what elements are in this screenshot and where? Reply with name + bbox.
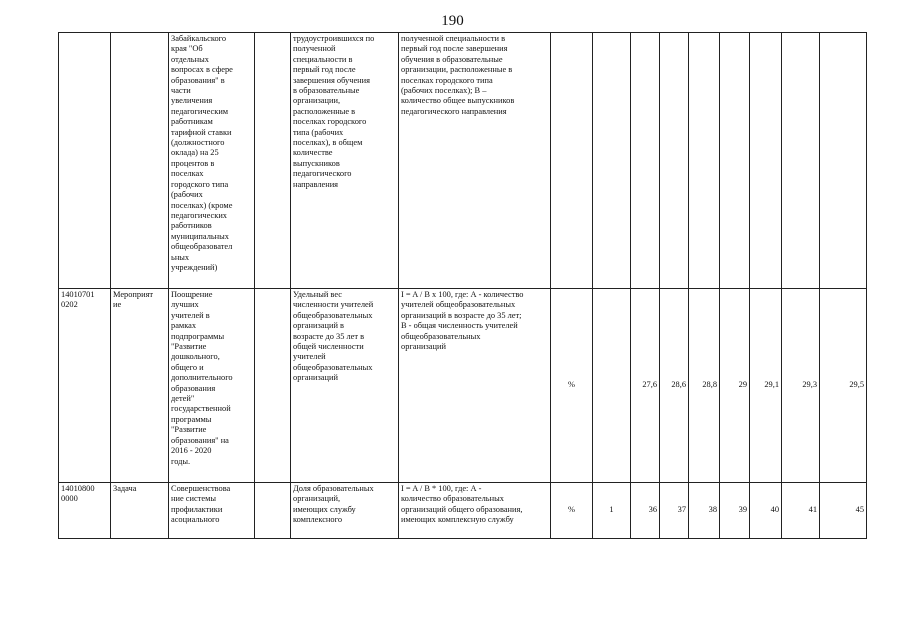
value-cell: [750, 33, 782, 289]
code-cell: [59, 33, 111, 289]
indicator-cell: Удельный вес численности учителей общеобразовательных организаций в возрасте до 35 лет в общей численности учителей общеобразовательных организаций: [291, 289, 399, 483]
value-cell: 27,6: [631, 289, 660, 483]
code-cell: 14010701 0202: [59, 289, 111, 483]
unit-cell: %: [551, 289, 593, 483]
value-cell: 40: [750, 483, 782, 539]
value-cell: 36: [631, 483, 660, 539]
value-cell: [660, 33, 689, 289]
name-cell: Совершенствова ние системы профилактики асоциального: [169, 483, 255, 539]
table-row: [59, 483, 867, 539]
value-cell: [782, 33, 820, 289]
value-cell: 45: [820, 483, 867, 539]
formula-cell: I = A / B x 100, где: А - количество учителей общеобразовательных организаций в возрасте до 35 лет; В - общая численность учителей общеобразовательных организаций: [399, 289, 551, 483]
value-cell: 1: [593, 483, 631, 539]
value-cell: 29: [720, 289, 750, 483]
value-cell: 28,8: [689, 289, 720, 483]
unit-cell: [551, 33, 593, 289]
value-cell: [689, 33, 720, 289]
indicators-table: [58, 32, 867, 539]
indicator-cell: Доля образовательных организаций, имеющих службу комплексного: [291, 483, 399, 539]
formula-cell: полученной специальности в первый год после завершения обучения в образовательные организации, расположенные в поселках городского типа (рабочих поселках); В – количество общее выпускников педагогического направления: [399, 33, 551, 289]
page-number: 190: [441, 13, 464, 29]
empty-cell: [255, 33, 291, 289]
formula-cell: I = A / B * 100, где: А - количество образовательных организаций общего образования, имеющих комплексную службу: [399, 483, 551, 539]
value-cell: 29,3: [782, 289, 820, 483]
value-cell: 39: [720, 483, 750, 539]
empty-cell: [255, 483, 291, 539]
type-cell: [111, 33, 169, 289]
type-cell: Мероприят ие: [111, 289, 169, 483]
value-cell: 29,1: [750, 289, 782, 483]
value-cell: [820, 33, 867, 289]
value-cell: [720, 33, 750, 289]
value-cell: 29,5: [820, 289, 867, 483]
value-cell: 28,6: [660, 289, 689, 483]
code-cell: 14010800 0000: [59, 483, 111, 539]
value-cell: 38: [689, 483, 720, 539]
empty-cell: [255, 289, 291, 483]
type-cell: Задача: [111, 483, 169, 539]
value-cell: 37: [660, 483, 689, 539]
name-cell: Забайкальского края "Об отдельных вопросах в сфере образования" в части увеличения педагогическим работникам тарифной ставки (должностного оклада) на 25 процентов в поселках городского типа (рабочих поселках) (кроме педагогических работников муниципальных общеобразовател ьных учреждений): [169, 33, 255, 289]
unit-cell: %: [551, 483, 593, 539]
indicator-cell: трудоустроившихся по полученной специальности в первый год после завершения обучения в образовательные организации, расположенные в поселках городского типа (рабочих поселках), в общем количестве выпускников педагогического направления: [291, 33, 399, 289]
table-row: [59, 33, 867, 289]
value-cell: [593, 289, 631, 483]
value-cell: [593, 33, 631, 289]
table-row: [59, 289, 867, 483]
name-cell: Поощрение лучших учителей в рамках подпрограммы "Развитие дошкольного, общего и дополнительного образования детей" государственной программы "Развитие образования" на 2016 - 2020 годы.: [169, 289, 255, 483]
value-cell: 41: [782, 483, 820, 539]
value-cell: [631, 33, 660, 289]
